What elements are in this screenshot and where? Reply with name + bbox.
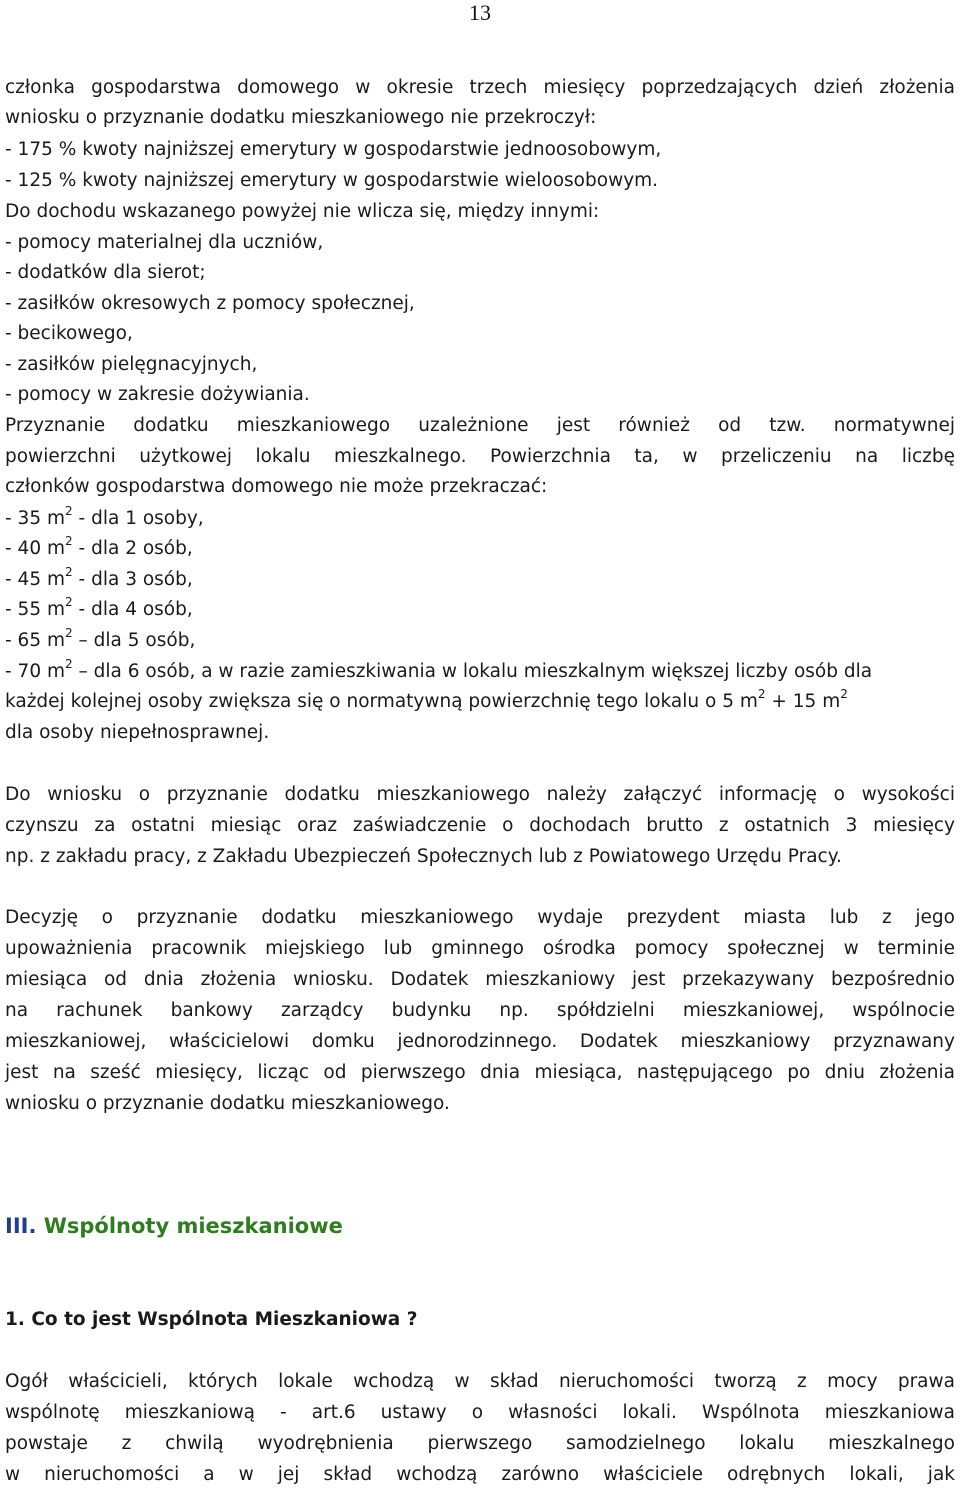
text-line: - 175 % kwoty najniższej emerytury w gospodarstwie jednoosobowym, (5, 139, 662, 160)
text-line: w nieruchomości a w jej skład wchodzą zarówno właściciele odrębnych lokali, jak (5, 1464, 955, 1485)
section-number: III. (5, 1214, 37, 1238)
area-row: - 70 $m^2$ – dla 6 osób, a w razie zamieszkiwania w lokalu mieszkalnym większej liczby osób dla (5, 656, 873, 682)
text-line: wniosku o przyznanie dodatku mieszkaniowego nie przekroczył: (5, 107, 597, 128)
section-heading (5, 1214, 955, 1238)
question-heading: 1. Co to jest Wspólnota Mieszkaniowa ? (5, 1309, 418, 1330)
text-line: członków gospodarstwa domowego nie może przekraczać: (5, 476, 548, 497)
list-item: - zasiłków pielęgnacyjnych, (5, 354, 258, 375)
list-item: - zasiłków okresowych z pomocy społecznej, (5, 293, 415, 314)
text-line: czynszu za ostatni miesiąc oraz zaświadczenie o dochodach brutto z ostatnich 3 miesięcy (5, 815, 955, 836)
text-line: np. z zakładu pracy, z Zakładu Ubezpieczeń Społecznych lub z Powiatowego Urzędu Pracy. (5, 846, 842, 867)
list-item: - pomocy w zakresie dożywiania. (5, 384, 310, 405)
section-title: Wspólnoty mieszkaniowe (36, 1214, 343, 1238)
text-line: Ogół właścicieli, których lokale wchodzą w skład nieruchomości tworzą z mocy prawa (5, 1371, 955, 1392)
area-row: - 35 $m^2$ - dla 1 osoby, (5, 503, 204, 529)
text-line: miesiąca od dnia złożenia wniosku. Dodatek mieszkaniowy jest przekazywany bezpośrednio (5, 969, 955, 990)
text-line: - 125 % kwoty najniższej emerytury w gospodarstwie wieloosobowym. (5, 170, 659, 191)
text-line: powstaje z chwilą wyodrębnienia pierwszego samodzielnego lokalu mieszkalnego (5, 1433, 955, 1454)
area-row: - 55 $m^2$ - dla 4 osób, (5, 594, 193, 620)
text-line: jest na sześć miesięcy, licząc od pierwszego dnia miesiąca, następującego po dniu złożenia (5, 1062, 955, 1083)
text-line: mieszkaniowej, właścicielowi domku jednorodzinnego. Dodatek mieszkaniowy przyznawany (5, 1031, 955, 1052)
text-line: wniosku o przyznanie dodatku mieszkaniowego. (5, 1093, 450, 1114)
list-item: - pomocy materialnej dla uczniów, (5, 232, 324, 253)
text-line: powierzchni użytkowej lokalu mieszkalnego. Powierzchnia ta, w przeliczeniu na liczbę (5, 446, 955, 467)
area-row: każdej kolejnej osoby zwiększa się o normatywną powierzchnię tego lokalu o 5 $m^2 + 15$ $m^2$ (5, 686, 848, 712)
text-line: wspólnotę mieszkaniową - art.6 ustawy o własności lokali. Wspólnota mieszkaniowa (5, 1402, 955, 1423)
text-line: dla osoby niepełnosprawnej. (5, 722, 270, 743)
area-row: - 40 $m^2$ - dla 2 osób, (5, 533, 193, 559)
text-line: upoważnienia pracownik miejskiego lub gminnego ośrodka pomocy społecznej w terminie (5, 938, 955, 959)
exclusions-intro: Do dochodu wskazanego powyżej nie wlicza się, między innymi: (5, 201, 600, 222)
list-item: - dodatków dla sierot; (5, 262, 206, 283)
area-row: - 65 $m^2$ – dla 5 osób, (5, 625, 196, 651)
text-line: Przyznanie dodatku mieszkaniowego uzależnione jest również od tzw. normatywnej (5, 415, 955, 436)
area-row: - 45 $m^2$ - dla 3 osób, (5, 564, 193, 590)
text-line: na rachunek bankowy zarządcy budynku np. spółdzielni mieszkaniowej, wspólnocie (5, 1000, 955, 1021)
text-line: Decyzję o przyznanie dodatku mieszkaniowego wydaje prezydent miasta lub z jego (5, 907, 955, 928)
text-line: Do wniosku o przyznanie dodatku mieszkaniowego należy załączyć informację o wysokości (5, 784, 955, 805)
page-number: 13 (469, 0, 491, 25)
text-line: członka gospodarstwa domowego w okresie trzech miesięcy poprzedzających dzień złożenia (5, 77, 955, 98)
list-item: - becikowego, (5, 323, 133, 344)
